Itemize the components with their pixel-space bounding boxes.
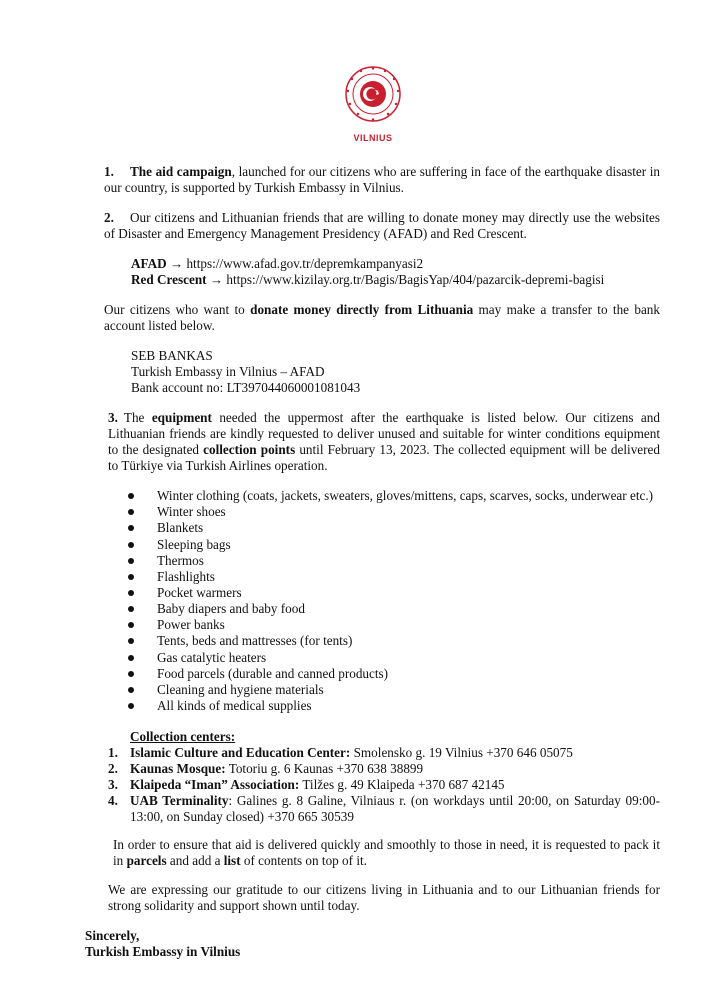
equipment-label: Baby diapers and baby food xyxy=(157,601,305,616)
section-3-number: 3. xyxy=(108,410,118,425)
collection-title: Collection centers: xyxy=(130,729,236,744)
section-2 xyxy=(104,210,660,242)
afad-arrow: → xyxy=(166,256,187,271)
gratitude-note: We are expressing our gratitude to our citizens living in Lithuania and to our Lithuanian friends for strong solidarity and support shown until today. xyxy=(108,882,660,913)
equipment-label: Food parcels (durable and canned products) xyxy=(157,666,389,681)
equipment-label: Blankets xyxy=(157,520,204,535)
bullet-icon xyxy=(128,638,134,644)
bullet-icon xyxy=(128,606,134,612)
bullet-icon xyxy=(128,687,134,693)
center-number: 3. xyxy=(108,777,118,792)
bank-intro-pre: Our citizens who want to xyxy=(104,302,251,317)
packing-bold-list: list xyxy=(223,853,241,868)
bullet-icon xyxy=(128,542,134,548)
section-3-pre: The xyxy=(123,410,152,425)
equipment-label: Tents, beds and mattresses (for tents) xyxy=(157,633,353,648)
center-text xyxy=(130,745,660,761)
logo-city: VILNIUS xyxy=(353,133,393,143)
equipment-label: Thermos xyxy=(157,553,204,568)
center-name: UAB Terminality xyxy=(130,793,229,808)
bullet-icon xyxy=(128,574,134,580)
equipment-label: Winter shoes xyxy=(157,504,226,519)
afad-label: AFAD xyxy=(131,256,167,271)
section-3-post: until February 13, 2023. The collected equipment will be delivered to Türkiye via Turkish Airlines operation. xyxy=(108,442,660,473)
packing-pre: In order to ensure that aid is delivered quickly and smoothly to those in need, it is requested to pack it in xyxy=(113,837,660,868)
bullet-icon xyxy=(128,703,134,709)
center-name: Kaunas Mosque: xyxy=(130,761,226,776)
bullet-icon xyxy=(128,590,134,596)
bank-intro xyxy=(104,302,660,334)
red-crescent-label: Red Crescent xyxy=(131,272,207,287)
center-number: 1. xyxy=(108,745,118,760)
center-number: 2. xyxy=(108,761,118,776)
bullet-icon xyxy=(128,671,134,677)
bullet-icon xyxy=(128,525,134,531)
embassy-logo xyxy=(336,64,410,146)
center-text xyxy=(130,777,660,793)
center-text xyxy=(130,793,660,825)
section-1 xyxy=(104,164,660,196)
equipment-label: Power banks xyxy=(157,617,225,632)
center-detail: : Galines g. 8 Galine, Vilniaus r. (on workdays until 20:00, on Saturday 09:00-13:00, on Sunday closed) +370 665 30539 xyxy=(130,793,660,824)
center-detail: Totoriu g. 6 Kaunas +370 638 38899 xyxy=(225,761,424,776)
signoff-line-2: Turkish Embassy in Vilnius xyxy=(85,944,241,959)
red-crescent-arrow: → xyxy=(206,272,227,287)
section-3-bold-collection: collection points xyxy=(203,442,296,457)
section-1-text: , launched for our citizens who are suffering in face of the earthquake disaster in our country, is supported by Turkish Embassy in Vilnius. xyxy=(104,164,660,195)
bullet-icon xyxy=(128,509,134,515)
equipment-label: Sleeping bags xyxy=(157,537,231,552)
section-2-number: 2. xyxy=(104,210,114,225)
center-text xyxy=(130,761,660,777)
equipment-label: Cleaning and hygiene materials xyxy=(157,682,324,697)
equipment-label: All kinds of medical supplies xyxy=(157,698,312,713)
afad-url[interactable]: https://www.afad.gov.tr/depremkampanyasi2 xyxy=(186,256,424,271)
packing-bold-parcels: parcels xyxy=(126,853,167,868)
center-name: Klaipeda “Iman” Association: xyxy=(130,777,300,792)
bullet-icon xyxy=(128,558,134,564)
bank-holder: Turkish Embassy in Vilnius – AFAD xyxy=(131,364,325,379)
equipment-label: Pocket warmers xyxy=(157,585,242,600)
section-3-mid: needed the uppermost after the earthquake is listed below. Our citizens and Lithuanian friends are kindly requested to deliver unused and suitable for winter conditions equipment to the designated xyxy=(108,410,660,457)
red-crescent-link-line xyxy=(131,272,691,288)
equipment-label: Gas catalytic heaters xyxy=(157,650,267,665)
bullet-icon xyxy=(128,493,134,499)
bank-name: SEB BANKAS xyxy=(131,348,213,363)
center-name: Islamic Culture and Education Center: xyxy=(130,745,351,760)
signoff-line-1: Sincerely, xyxy=(85,928,140,943)
equipment-label: Flashlights xyxy=(157,569,215,584)
center-detail: Smolensko g. 19 Vilnius +370 646 05075 xyxy=(350,745,573,760)
equipment-label: Winter clothing (coats, jackets, sweaters, gloves/mittens, caps, scarves, socks, underwear etc.) xyxy=(157,488,654,503)
packing-note xyxy=(113,837,660,869)
bank-intro-post: may make a transfer to the bank account listed below. xyxy=(104,302,660,333)
red-crescent-url[interactable]: https://www.kizilay.org.tr/Bagis/BagisYap/404/pazarcik-depremi-bagisi xyxy=(226,272,605,287)
afad-link-line xyxy=(131,256,671,272)
bank-account: Bank account no: LT397044060001081043 xyxy=(131,380,361,395)
section-3 xyxy=(108,410,660,474)
bullet-icon xyxy=(128,655,134,661)
section-2-text: Our citizens and Lithuanian friends that are willing to donate money may directly use the websites of Disaster and Emergency Management Presidency (AFAD) and Red Crescent. xyxy=(104,210,660,241)
bullet-icon xyxy=(128,622,134,628)
section-1-bold: The aid campaign xyxy=(130,164,232,179)
section-1-number: 1. xyxy=(104,164,114,179)
center-number: 4. xyxy=(108,793,118,808)
center-detail: Tilžes g. 49 Klaipeda +370 687 42145 xyxy=(299,777,505,792)
bank-intro-bold: donate money directly from Lithuania xyxy=(250,302,474,317)
packing-post: of contents on top of it. xyxy=(240,853,367,868)
section-3-bold-equipment: equipment xyxy=(151,410,212,425)
packing-mid: and add a xyxy=(166,853,224,868)
